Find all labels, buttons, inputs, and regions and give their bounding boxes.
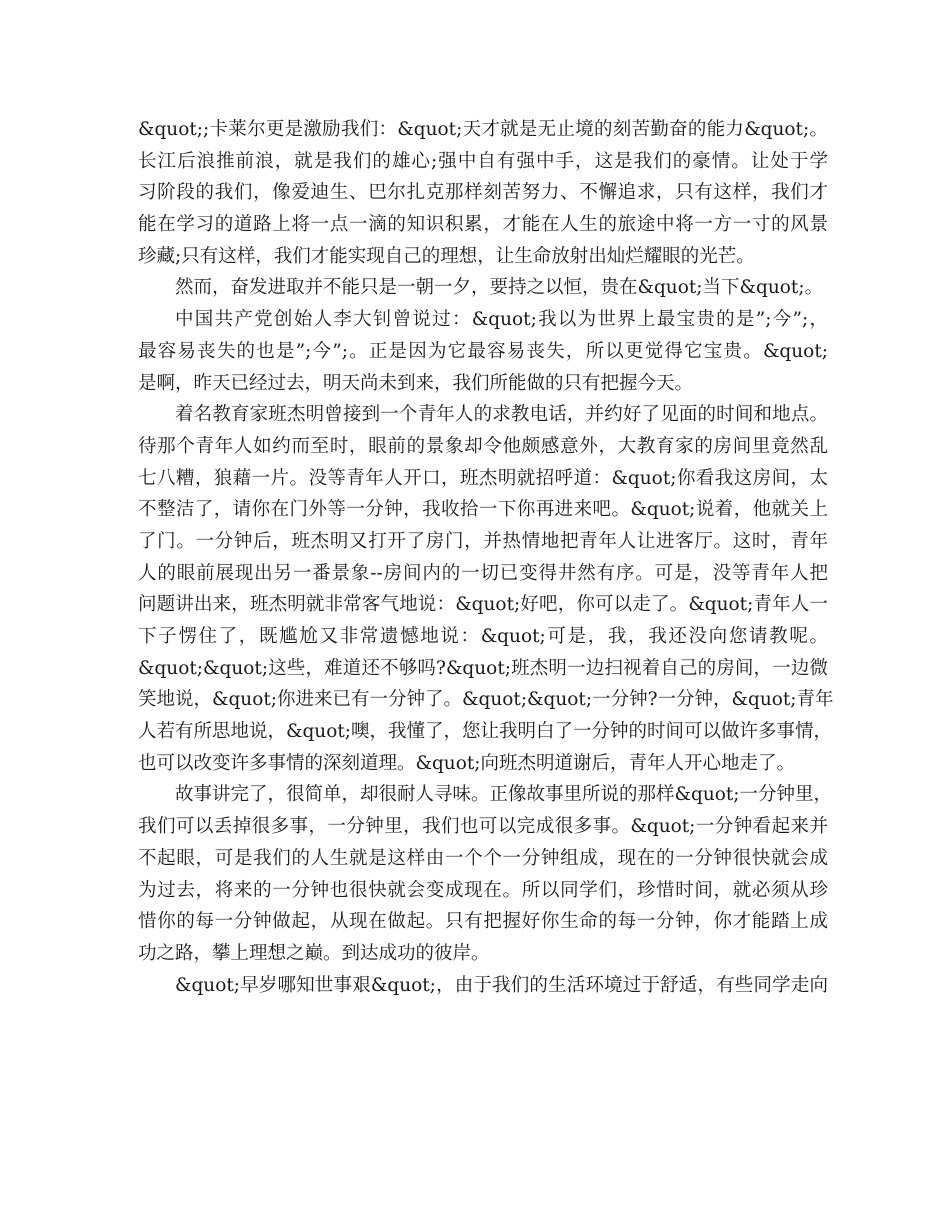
text-line: 人的眼前展现出另一番景象--房间内的一切已变得井然有序。可是，没等青年人把: [138, 562, 828, 584]
body-text: [138, 114, 834, 1001]
text-line: 长江后浪推前浪，就是我们的雄心;强中自有强中手，这是我们的豪情。让处于学: [138, 150, 828, 172]
text-line: 不整洁了，请你在门外等一分钟，我收拾一下你再进来吧。&quot;说着，他就关上: [138, 499, 828, 521]
text-line: 了门。一分钟后，班杰明又打开了房门，并热情地把青年人让进客厅。这时，青年: [138, 530, 828, 552]
text-line: 惜你的每一分钟做起，从现在做起。只有把握好你生命的每一分钟，你才能踏上成: [138, 911, 828, 933]
text-line: &quot;&quot;这些，难道还不够吗?&quot;班杰明一边扫视着自己的房间，一边微: [138, 657, 828, 679]
text-line: 问题讲出来，班杰明就非常客气地说：&quot;好吧，你可以走了。&quot;青年人一: [138, 594, 828, 616]
text-line: 着名教育家班杰明曾接到一个青年人的求教电话，并约好了见面的时间和地点。: [175, 404, 828, 426]
text-line: 也可以改变许多事情的深刻道理。&quot;向班杰明道谢后，青年人开心地走了。: [138, 752, 796, 774]
text-line: 故事讲完了，很简单，却很耐人寻味。正像故事里所说的那样&quot;一分钟里，: [175, 784, 833, 806]
text-line: 不起眼，可是我们的人生就是这样由一个个一分钟组成，现在的一分钟很快就会成: [138, 847, 828, 869]
text-line: 中国共产党创始人李大钊曾说过：&quot;我以为世界上最宝贵的是”;今”;，: [175, 309, 828, 331]
text-line: 最容易丧失的也是”;今”;。正是因为它最容易丧失，所以更觉得它宝贵。&quot;: [138, 340, 828, 362]
text-line: 为过去，将来的一分钟也很快就会变成现在。所以同学们，珍惜时间，就必须从珍: [138, 879, 828, 901]
text-line: 人若有所思地说，&quot;噢，我懂了，您让我明白了一分钟的时间可以做许多事情，: [138, 721, 833, 743]
text-line: 是啊，昨天已经过去，明天尚未到来，我们所能做的只有把握今天。: [138, 372, 694, 394]
text-line: 能在学习的道路上将一点一滴的知识积累，才能在人生的旅途中将一方一寸的风景: [138, 214, 828, 236]
text-line: &quot;早岁哪知世事艰&quot;，由于我们的生活环境过于舒适，有些同学走向: [175, 974, 828, 996]
text-line: 习阶段的我们，像爱迪生、巴尔扎克那样刻苦努力、不懈追求，只有这样，我们才: [138, 182, 828, 204]
text-line: 待那个青年人如约而至时，眼前的景象却令他颇感意外，大教育家的房间里竟然乱: [138, 435, 828, 457]
text-line: 然而，奋发进取并不能只是一朝一夕，要持之以恒，贵在&quot;当下&quot;。: [175, 277, 824, 299]
text-line: 功之路，攀上理想之巅。到达成功的彼岸。: [138, 942, 490, 964]
text-line: &quot;;卡莱尔更是激励我们：&quot;天才就是无止境的刻苦勤奋的能力&quot;。: [138, 119, 828, 140]
text-line: 我们可以丢掉很多事，一分钟里，我们也可以完成很多事。&quot;一分钟看起来并: [138, 816, 828, 838]
text-line: 七八糟，狼藉一片。没等青年人开口，班杰明就招呼道：&quot;你看我这房间，太: [138, 467, 828, 489]
text-line: 珍藏;只有这样，我们才能实现自己的理想，让生命放射出灿烂耀眼的光芒。: [138, 245, 755, 267]
text-line: 下子愣住了，既尴尬又非常遗憾地说：&quot;可是，我，我还没向您请教呢。: [138, 626, 828, 647]
text-line: 笑地说，&quot;你进来已有一分钟了。&quot;&quot;一分钟?一分钟，&quot;青年: [138, 689, 834, 711]
